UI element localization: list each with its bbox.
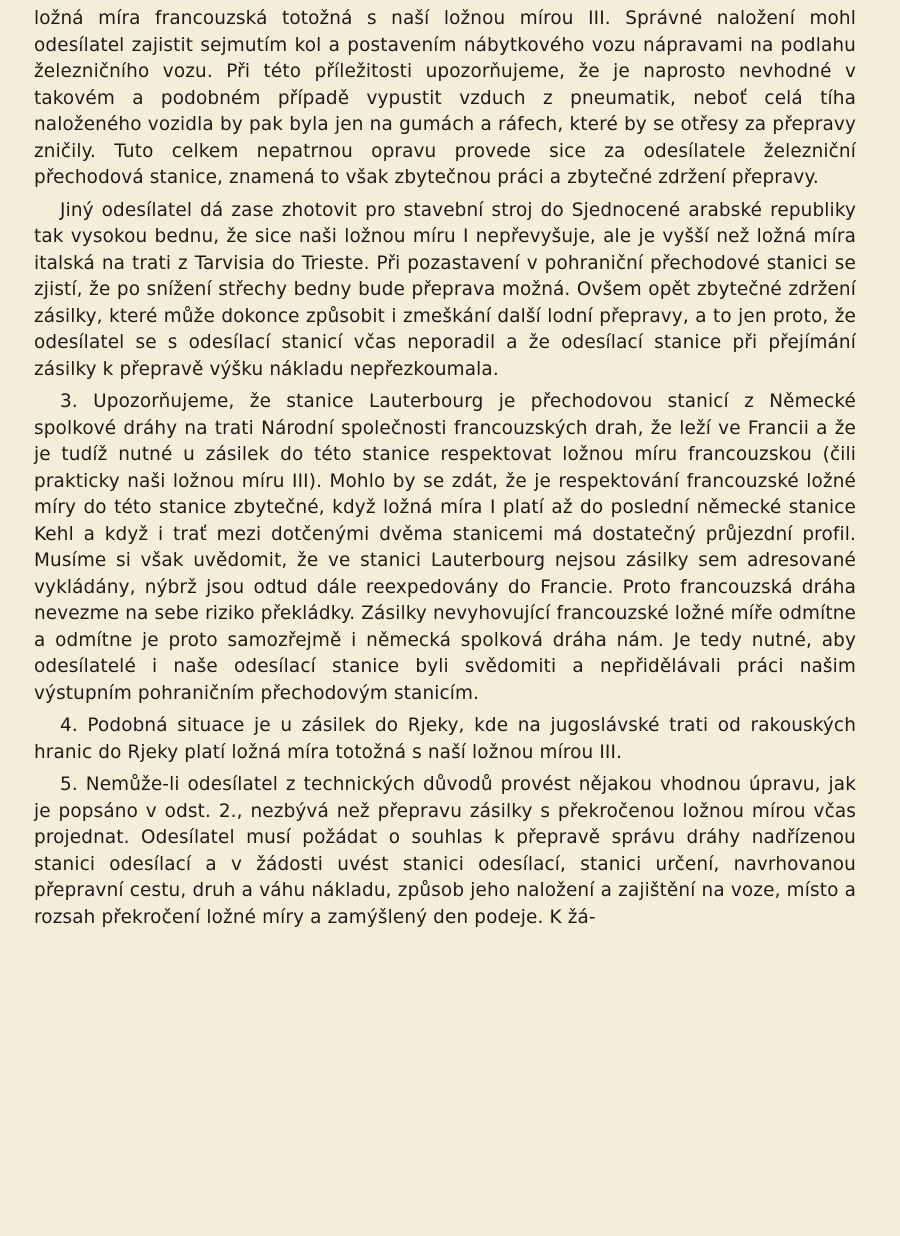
paragraph-4: 4. Podobná situace je u zásilek do Rjeky, kde na jugoslávské trati od rakouských hranic do Rjeky platí ložná míra totožná s naší ložnou mírou III.	[34, 715, 856, 763]
document-page	[34, 6, 856, 937]
paragraph-1: ložná míra francouzská totožná s naší ložnou mírou III. Správné naložení mohl odesílatel zajistit sejmutím kol a postavením nábytkového vozu nápravami na podlahu železničního vozu. Při této příležitosti upozorňujeme, že je naprosto nevhodné v takovém a podobném případě vypustit vzduch z pneumatik, neboť celá tíha naloženého vozidla by pak byla jen na gumách a ráfech, které by se otřesy za přepravy zničily. Tuto celkem nepatrnou opravu provede sice za odesílatele železniční přechodová stanice, znamená to však zbytečnou práci a zbytečné zdržení přepravy.	[34, 8, 856, 188]
paragraph-5: 5. Nemůže-li odesílatel z technických důvodů provést nějakou vhodnou úpravu, jak je popsáno v odst. 2., nezbývá než přepravu zásilky s překročenou ložnou mírou včas projednat. Odesílatel musí požádat o souhlas k přepravě správu dráhy nadřízenou stanici odesílací a v žádosti uvést stanici odesílací, stanici určení, navrhovanou přepravní cestu, druh a váhu nákladu, způsob jeho naložení a zajištění na voze, místo a rozsah překročení ložné míry a zamýšlený den podeje. K žá-	[34, 774, 856, 928]
paragraph-3: 3. Upozorňujeme, že stanice Lauterbourg je přechodovou stanicí z Německé spolkové dráhy na trati Národní společnosti francouzských drah, že leží ve Francii a že je tudíž nutné u zásilek do této stanice respektovat ložnou míru francouzskou (čili prakticky naši ložnou míru III). Mohlo by se zdát, že je respektování francouzské ložné míry do této stanice zbytečné, když ložná míra I platí až do poslední německé stanice Kehl a když i trať mezi dotčenými dvěma stanicemi má dostatečný průjezdní profil. Musíme si však uvědomit, že ve stanici Lauterbourg nejsou zásilky sem adresované vykládány, nýbrž jsou odtud dále reexpedovány do Francie. Proto francouzská dráha nevezme na sebe riziko překládky. Zásilky nevyhovující francouzské ložné míře odmítne a odmítne je proto samozřejmě i německá spolková dráha nám. Je tedy nutné, aby odesílatelé i naše odesílací stanice byli svědomiti a nepřidělávali práci našim výstupním pohraničním přechodovým stanicím.	[34, 391, 856, 704]
paragraph-2: Jiný odesílatel dá zase zhotovit pro stavební stroj do Sjednocené arabské republiky tak vysokou bednu, že sice naši ložnou míru I nepřevyšuje, ale je vyšší než ložná míra italská na trati z Tarvisia do Trieste. Při pozastavení v pohraniční přechodové stanici se zjistí, že po snížení střechy bedny bude přeprava možná. Ovšem opět zbytečné zdržení zásilky, které může dokonce způsobit i zmeškání další lodní přepravy, a to jen proto, že odesílatel se s odesílací stanicí včas neporadil a že odesílací stanice při přejímání zásilky k přepravě výšku nákladu nepřezkoumala.	[34, 199, 856, 380]
